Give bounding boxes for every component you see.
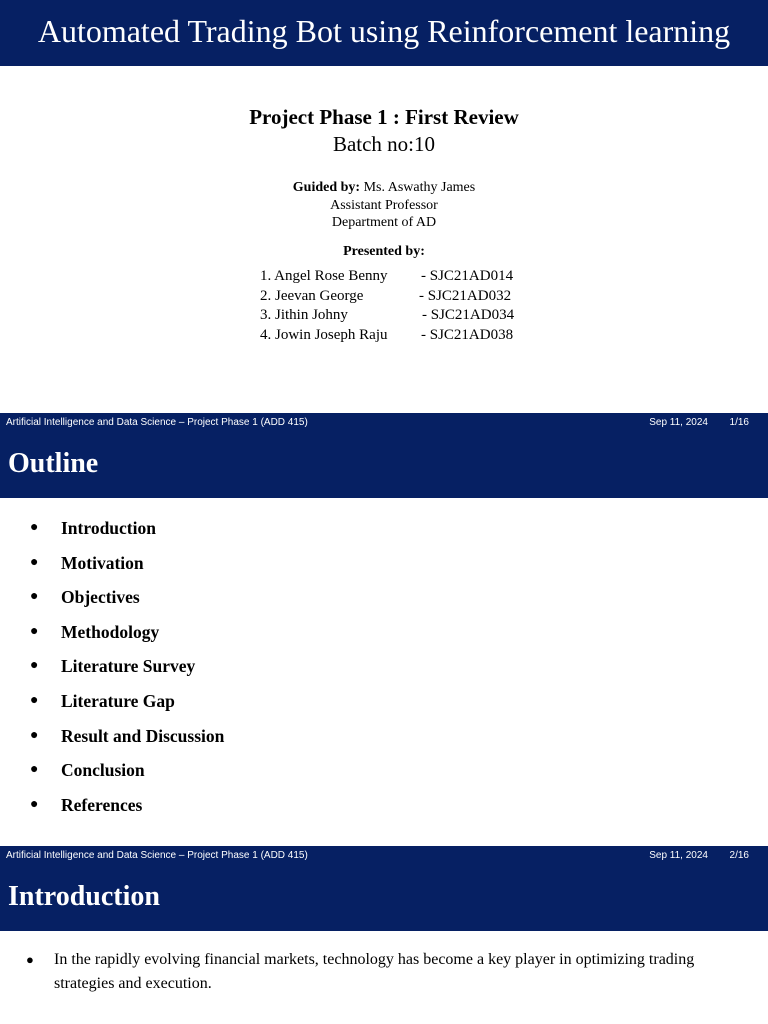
bullet-icon: ●	[30, 796, 39, 812]
guided-by-label: Guided by:	[292, 180, 361, 195]
review-heading: Project Phase 1 : First Review	[249, 105, 519, 129]
bullet-icon: ●	[30, 520, 39, 535]
introduction-text: In the rapidly evolving financial markets, technology has become a key player in optimizing trading strategies and execution.	[54, 951, 695, 992]
member-row	[260, 267, 560, 287]
list-item	[30, 585, 224, 620]
bullet-icon: ●	[30, 554, 39, 570]
bullet-icon: ●	[30, 589, 39, 605]
member-row	[260, 326, 560, 346]
list-item	[30, 654, 224, 689]
list-item	[30, 620, 224, 655]
member-row	[260, 306, 560, 326]
outline-item-label: Motivation	[61, 552, 144, 573]
slide-footer	[0, 413, 768, 432]
list-item	[30, 724, 224, 759]
presented-by-label: Presented by:	[343, 244, 425, 259]
outline-banner	[0, 432, 768, 498]
presentation-title: Automated Trading Bot using Reinforcement learning	[37, 13, 731, 49]
outline-item-label: Conclusion	[61, 760, 145, 781]
member-name: 2. Jeevan George	[260, 287, 364, 304]
footer-date: Sep 11, 2024	[649, 850, 708, 861]
guide-line	[0, 179, 768, 197]
title-banner	[0, 0, 768, 66]
member-name: 4. Jowin Joseph Raju	[260, 326, 388, 343]
outline-item-label: Methodology	[61, 621, 160, 642]
footer-page-number: 1/16	[729, 417, 749, 428]
outline-item-label: Literature Gap	[61, 690, 175, 711]
bullet-icon: ●	[30, 762, 39, 778]
member-id: - SJC21AD014	[421, 268, 514, 284]
outline-item-label: Literature Survey	[61, 656, 196, 677]
list-item	[30, 689, 224, 724]
guide-title: Assistant Professor	[330, 198, 438, 213]
bullet-icon: ●	[30, 692, 39, 708]
member-row	[260, 287, 560, 307]
list-item	[30, 551, 224, 586]
outline-title: Outline	[8, 448, 99, 479]
guide-department: Department of AD	[331, 215, 437, 230]
member-name: 3. Jithin Johny	[260, 307, 348, 323]
member-id: - SJC21AD034	[422, 307, 515, 323]
footer-course: Artificial Intelligence and Data Science – Project Phase 1 (ADD 415)	[6, 850, 308, 861]
bullet-icon: ●	[30, 658, 39, 674]
outline-item-label: References	[61, 794, 143, 815]
outline-item-label: Introduction	[61, 518, 156, 538]
bullet-icon: ●	[26, 952, 34, 967]
outline-item-label: Result and Discussion	[61, 725, 225, 746]
member-id: - SJC21AD038	[421, 326, 514, 343]
footer-course: Artificial Intelligence and Data Science – Project Phase 1 (ADD 415)	[6, 417, 308, 428]
footer-date: Sep 11, 2024	[649, 417, 708, 428]
bullet-icon: ●	[30, 623, 39, 639]
list-item	[30, 758, 224, 793]
outline-item-label: Objectives	[61, 587, 140, 608]
member-list	[260, 267, 560, 345]
member-name: 1. Angel Rose Benny	[260, 268, 388, 284]
introduction-banner	[0, 865, 768, 931]
outline-list	[30, 516, 224, 827]
member-id: - SJC21AD032	[419, 287, 512, 304]
slide-footer	[0, 846, 768, 865]
introduction-title: Introduction	[8, 881, 160, 912]
list-item	[30, 793, 224, 828]
bullet-icon: ●	[30, 727, 39, 743]
footer-page-number: 2/16	[729, 850, 749, 861]
batch-number: Batch no:10	[332, 132, 436, 156]
list-item	[30, 516, 224, 551]
guide-name: Ms. Aswathy James	[363, 180, 476, 195]
introduction-bullet	[26, 948, 726, 996]
